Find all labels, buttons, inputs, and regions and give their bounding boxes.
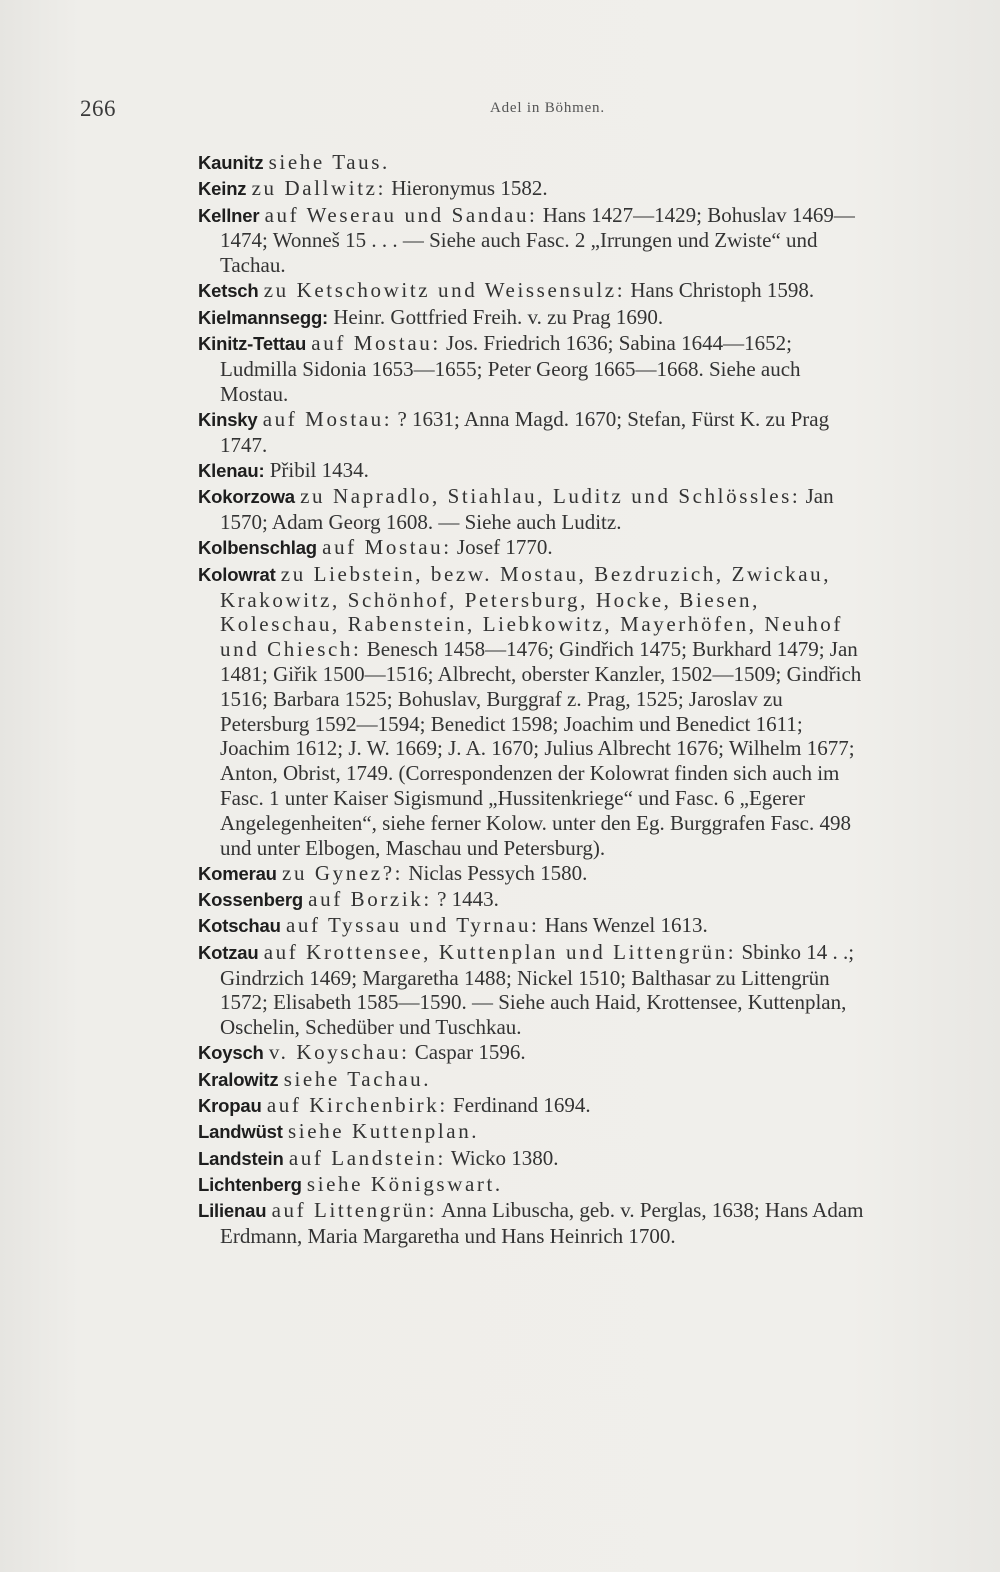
entry-text: Anna Libuscha, geb. v. Perglas, 1638; Hans Adam Erdmann, Maria Margaretha und Hans Heinrich 1700. (220, 1198, 864, 1248)
entry-head: Kralowitz (198, 1068, 279, 1090)
entry-place: siehe Taus. (268, 150, 390, 174)
entry-head: Kropau (198, 1094, 262, 1116)
entry-head: Kinitz-Tettau (198, 333, 307, 355)
entry-koysch (198, 1040, 868, 1066)
entry-text: Hans Christoph 1598. (630, 278, 815, 303)
entry-head: Landwüst (198, 1121, 283, 1143)
entry-kaunitz (198, 150, 868, 176)
entry-place: siehe Königswart. (306, 1171, 503, 1196)
entry-text: Niclas Pessych 1580. (408, 860, 588, 885)
entry-place: zu Dallwitz: (251, 176, 387, 201)
entry-place: auf Borzik: (308, 887, 432, 912)
entry-kossenberg (198, 887, 868, 913)
entry-text: Jos. Friedrich 1636; Sabina 1644—1652; Ludmilla Sidonia 1653—1655; Peter Georg 1665—1668. Siehe auch Mostau. (220, 331, 801, 406)
entry-text: Hieronymus 1582. (391, 176, 548, 201)
entry-place: zu Liebstein, bezw. Mostau, Bezdruzich, Zwickau, Krakowitz, Schönhof, Petersburg, Hocke, Biesen, Koleschau, Rabenstein, Liebkowitz, Mayerhöfen, Neuhof und Chiesch: (220, 561, 843, 662)
entry-head: Kotschau (198, 915, 281, 937)
entry-place: auf Mostau: (262, 406, 393, 431)
entry-place: auf Krottensee, Kuttenplan und Littengrün: (263, 939, 737, 964)
running-head: Adel in Böhmen. (490, 100, 605, 116)
entry-text: Benesch 1458—1476; Gindřich 1475; Burkhard 1479; Jan 1481; Giřik 1500—1516; Albrecht, oberster Kanzler, 1502—1509; Gindřich 1516; Barbara 1525; Bohuslav, Burggraf z. Prag, 1525; Jaroslav zu Petersburg 1592—1594; Benedict 1598; Joachim und Benedict 1611; Joachim 1612; J. W. 1669; J. A. 1670; Julius Albrecht 1676; Wilhelm 1677; Anton, Obrist, 1749. (Correspondenzen der Kolowrat finden sich auch im Fasc. 1 unter Kaiser Sigismund „Hussitenkriege“ und Fasc. 6 „Egerer Angelegenheiten“, siehe ferner Kolow. unter den Eg. Burggrafen Fasc. 498 und unter Elbogen, Maschau und Petersburg). (220, 637, 862, 860)
entry-place: auf Weserau und Sandau: (264, 202, 538, 227)
entry-lilienau (198, 1198, 868, 1249)
entry-place: auf Landstein: (288, 1145, 446, 1170)
entry-place: auf Mostau: (322, 535, 452, 560)
entry-head: Keinz (198, 178, 247, 200)
entry-landstein (198, 1146, 868, 1172)
entry-head: Kolowrat (198, 563, 276, 585)
entry-head: Lilienau (198, 1200, 267, 1222)
entry-komerau (198, 861, 868, 887)
entry-kinitz-tettau (198, 331, 868, 406)
entry-head: Kielmannsegg: (198, 306, 329, 328)
entry-kellner (198, 203, 868, 278)
entry-head: Kokorzowa (198, 486, 295, 508)
entry-kolbenschlag (198, 535, 868, 561)
entry-head: Lichtenberg (198, 1173, 302, 1195)
page-header (80, 96, 860, 128)
entry-ketsch (198, 278, 868, 304)
entry-text: Josef 1770. (456, 535, 553, 560)
entry-head: Kossenberg (198, 889, 303, 911)
entry-kielmannsegg (198, 305, 868, 331)
entry-text: Sbinko 14 . .; Gindrzich 1469; Margaretha 1488; Nickel 1510; Balthasar zu Littengrün 1572; Elisabeth 1585—1590. — Siehe auch Haid, Krottensee, Kuttenplan, Oschelin, Schedüber und Tuschkau. (220, 939, 855, 1040)
entry-kralowitz (198, 1067, 868, 1093)
entry-place: auf Kirchenbirk: (266, 1092, 448, 1117)
entry-kinsky (198, 407, 868, 458)
entry-text: Ferdinand 1694. (453, 1092, 591, 1117)
entry-text: Caspar 1596. (414, 1040, 526, 1065)
entry-text: Hans 1427—1429; Bohuslav 1469—1474; Wonneš 15 . . . — Siehe auch Fasc. 2 „Irrungen und Zwiste“ und Tachau. (220, 202, 855, 278)
entry-list (198, 150, 868, 1249)
entry-head: Landstein (198, 1147, 284, 1169)
entry-head: Kaunitz (198, 152, 264, 173)
entry-text: ? 1443. (437, 887, 499, 912)
entry-head: Klenau: (198, 460, 265, 482)
entry-head: Koysch (198, 1042, 264, 1064)
entry-place: v. Koyschau: (268, 1040, 410, 1065)
entry-keinz (198, 176, 868, 202)
entry-kokorzowa (198, 484, 868, 535)
entry-head: Kotzau (198, 941, 259, 963)
entry-text: Hans Wenzel 1613. (544, 913, 708, 938)
entry-kropau (198, 1093, 868, 1119)
entry-place: auf Littengrün: (271, 1198, 438, 1223)
entry-text: Jan 1570; Adam Georg 1608. — Siehe auch Luditz. (220, 484, 834, 535)
entry-text: Přibil 1434. (269, 458, 369, 483)
entry-klenau (198, 458, 868, 484)
entry-lichtenberg (198, 1172, 868, 1198)
entry-place: auf Tyssau und Tyrnau: (285, 913, 540, 938)
entry-kotschau (198, 913, 868, 939)
entry-place: zu Gynez?: (282, 860, 404, 885)
entry-place: zu Napradlo, Stiahlau, Luditz und Schlössles: (300, 484, 801, 509)
entry-place: zu Ketschowitz und Weissensulz: (263, 278, 626, 303)
page-number: 266 (80, 96, 116, 121)
entry-head: Kellner (198, 204, 260, 226)
entry-place: siehe Tachau. (283, 1066, 432, 1091)
entry-head: Ketsch (198, 280, 259, 302)
entry-kotzau (198, 940, 868, 1040)
entry-text: Wicko 1380. (450, 1145, 559, 1170)
entry-text: ? 1631; Anna Magd. 1670; Stefan, Fürst K. zu Prag 1747. (220, 406, 830, 457)
entry-kolowrat (198, 562, 868, 861)
entry-place: siehe Kuttenplan. (287, 1119, 480, 1144)
entry-landwuest (198, 1119, 868, 1145)
entry-head: Kinsky (198, 408, 258, 430)
entry-text: Heinr. Gottfried Freih. v. zu Prag 1690. (333, 304, 664, 329)
entry-head: Kolbenschlag (198, 537, 317, 559)
entry-head: Komerau (198, 862, 277, 884)
entry-place: auf Mostau: (311, 331, 441, 356)
